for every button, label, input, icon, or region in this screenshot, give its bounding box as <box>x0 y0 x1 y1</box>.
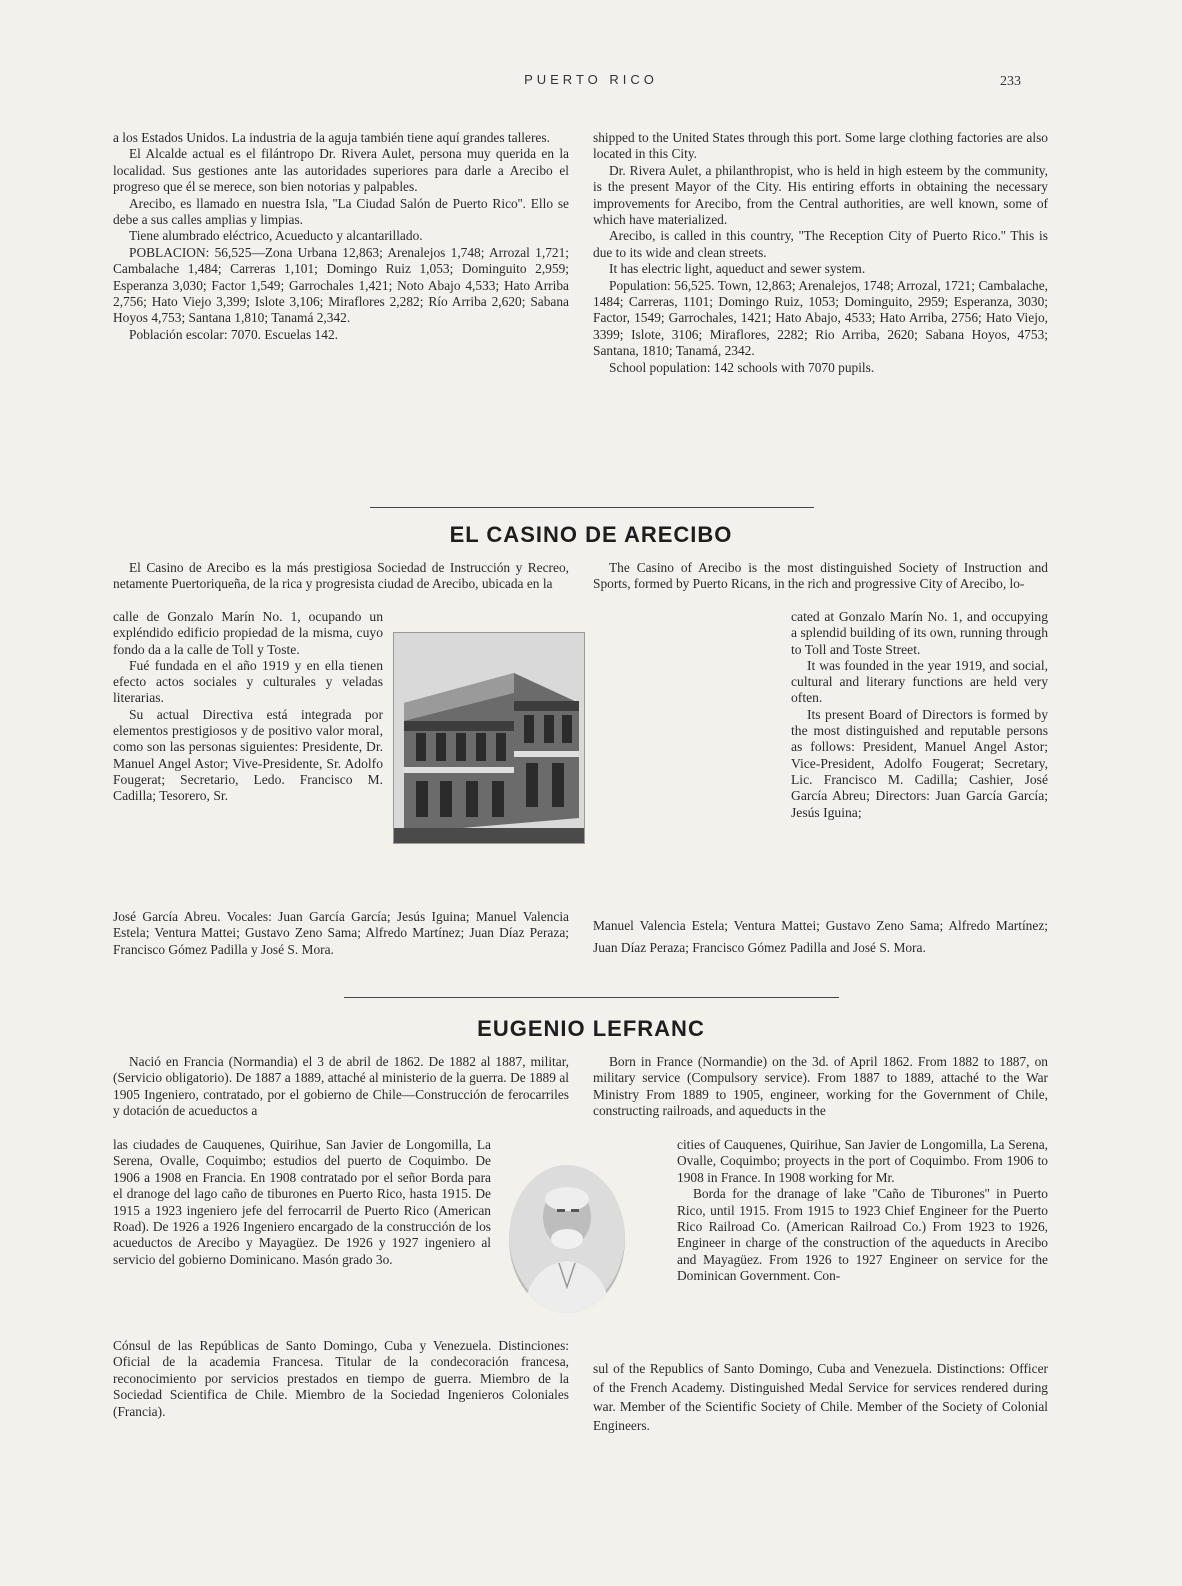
arecibo-english-column <box>593 130 1048 376</box>
section-divider <box>370 507 814 508</box>
paragraph: It has electric light, aqueduct and sewer system. <box>609 261 866 277</box>
lefranc-english-bottom <box>593 1359 1048 1435</box>
paragraph: The Casino of Arecibo is the most distinguished Society of Instruction and Sports, formed by Puerto Ricans, in the rich and progressive City of Arecibo, lo- <box>593 560 1048 592</box>
lefranc-english-intro <box>593 1054 1048 1120</box>
lefranc-heading: EUGENIO LEFRANC <box>477 1016 705 1041</box>
paragraph: las ciudades de Cauquenes, Quirihue, San Javier de Longomilla, La Serena, Ovalle, Coquimbo; estudios del puerto de Coquimbo. De 1906 a 1908 en Francia. En 1908 contratado por el señor Borda para el dranoge del lago caño de tiburones en Puerto Rico, hasta 1915. De 1915 a 1923 ingeniero jefe del ferrocarril de Puerto Rico (American Road). De 1926 a 1926 Ingeniero encargado de la construcción de los acueductos de Arecibo y Mayagüez. De 1926 y 1927 ingeniero al servicio del gobierno Dominicano. Masón grado 3o. <box>113 1137 491 1267</box>
paragraph: Arecibo, es llamado en nuestra Isla, ''La Ciudad Salón de Puerto Rico''. Ello se debe a sus calles amplias y limpias. <box>113 195 569 228</box>
paragraph: Fué fundada en el año 1919 y en ella tienen efecto actos sociales y culturales y veladas literarias. <box>113 657 383 706</box>
section-divider <box>344 997 839 998</box>
paragraph: calle de Gonzalo Marín No. 1, ocupando un expléndido edificio propiedad de la misma, cuyo fondo da a la calle de Toll y Toste. <box>113 609 383 657</box>
casino-spanish-intro <box>113 560 569 593</box>
lefranc-spanish-wrap <box>113 1137 491 1268</box>
paragraph: Population: 56,525. Town, 12,863; Arenalejos, 1748; Arrozal, 1721; Cambalache, 1484; Carreras, 1101; Domingo Ruiz, 1053; Dominguito, 2959; Esperanza, 3030; Factor, 1549; Garrochales, 1421; Hato Abajo, 4533; Hato Arriba, 2756; Hato Viejo, 3399; Islote, 3106; Miraflores, 2282; Rio Arriba, 2620; Sabana Hoyos, 4753; Santana, 1810; Tanamá, 2342. <box>593 277 1048 359</box>
paragraph: Manuel Valencia Estela; Ventura Mattei; Gustavo Zeno Sama; Alfredo Martínez; Juan Díaz Peraza; Francisco Gómez Padilla and José S. Mora. <box>593 918 1048 955</box>
paragraph: Borda for the dranage of lake ''Caño de Tiburones'' in Puerto Rico, until 1915. From 1915 to 1923 Chief Engineer for the Puerto Rico Railroad Co. (American Railroad Co.) From 1923 to 1926, Engineer in charge of the construction of the aqueducts in Arecibo and Mayagüez. From 1926 to 1927 Engineer on service for the Dominican Government. Con- <box>677 1186 1048 1284</box>
casino-english-bottom <box>593 915 1048 959</box>
casino-english-intro <box>593 560 1048 593</box>
casino-building-photo <box>393 632 585 844</box>
arecibo-spanish-column <box>113 130 569 343</box>
lefranc-english-wrap <box>677 1137 1048 1285</box>
paragraph: El Alcalde actual es el filántropo Dr. Rivera Aulet, persona muy querida en la localidad. Sus gestiones ante las autoridades superiores para darle a Arecibo el progreso que él se merece, son bien notorias y palpables. <box>113 146 569 195</box>
running-title: PUERTO RICO <box>524 72 658 87</box>
paragraph: sul of the Republics of Santo Domingo, Cuba and Venezuela. Distinctions: Officer of the French Academy. Distinguished Medal Service for services rendered during war. Member of the Scientific Society of Chile. Member of the Society of Colonial Engineers. <box>593 1361 1048 1433</box>
paragraph: Its present Board of Directors is formed by the most distinguished and reputable persons as follows: President, Manuel Angel Astor; Vice-President, Adolfo Fougerat; Secretary, Lic. Francisco M. Cadilla; Cashier, José García Abreu; Directors: Juan García García; Jesús Iguina; <box>791 706 1048 820</box>
casino-spanish-bottom <box>113 909 569 958</box>
paragraph: Arecibo, is called in this country, ''The Reception City of Puerto Rico.'' This is due to its wide and clean streets. <box>593 228 1048 260</box>
lefranc-spanish-bottom <box>113 1338 569 1420</box>
paragraph: POBLACION: 56,525—Zona Urbana 12,863; Arenalejos 1,748; Arrozal 1,721; Cambalache 1,484; Carreras 1,101; Domingo Ruiz 1,053; Dominguito 2,959; Esperanza 3,030; Factor 1,549; Garrochales 1,421; Noto Abajo 4,533; Hato Arriba 2,756; Hato Viejo 3,399; Islote 3,106; Miraflores 2,282; Río Arriba 2,620; Sabana Hoyos 4,753; Santana 1,810; Tanamá 2,342. <box>113 244 569 326</box>
paragraph: a los Estados Unidos. La industria de la aguja también tiene aquí grandes talleres. <box>113 130 550 145</box>
paragraph: Born in France (Normandie) on the 3d. of April 1862. From 1882 to 1887, on military service (Compulsory service). From 1887 to 1889, attaché to the War Ministry From 1889 to 1905, engineer, working for the Government of Chile, constructing railroads, and aqueducts in the <box>593 1054 1048 1119</box>
paragraph: José García Abreu. Vocales: Juan García García; Jesús Iguina; Manuel Valencia Estela; Ventura Mattei; Gustavo Zeno Sama; Alfredo Martínez; Juan Díaz Peraza; Francisco Gómez Padilla y José S. Mora. <box>113 909 569 957</box>
casino-building-illustration <box>394 633 584 843</box>
paragraph: cities of Cauquenes, Quirihue, San Javier de Longomilla, La Serena, Ovalle, Coquimbo; proyects in the port of Coquimbo. From 1906 to 1908 in France. In 1908 working for Mr. <box>677 1137 1048 1185</box>
paragraph: Su actual Directiva está integrada por elementos prestigiosos y de positivo valor moral, como son las personas siguientes: Presidente, Dr. Manuel Angel Astor; Vive-Presidente, Sr. Adolfo Fougerat; Secretario, Ledo. Francisco M. Cadilla; Tesorero, Sr. <box>113 706 383 804</box>
casino-spanish-wrap <box>113 609 383 805</box>
paragraph: Población escolar: 7070. Escuelas 142. <box>129 326 338 342</box>
paragraph: Cónsul de las Repúblicas de Santo Domingo, Cuba y Venezuela. Distinciones: Oficial de la academia Francesa. Titular de la condecoración francesa, reconocimiento por servicios prestados en tiempo de guerra. Miembro de la Sociedad Scientifica de Chile. Miembro de la Sociedad Ingenieros Coloniales (Francia). <box>113 1338 569 1419</box>
paragraph: It was founded in the year 1919, and social, cultural and literary functions are held very often. <box>791 657 1048 706</box>
paragraph: cated at Gonzalo Marín No. 1, and occupying a splendid building of its own, running through to Toll and Toste Street. <box>791 609 1048 657</box>
paragraph: Nació en Francia (Normandia) el 3 de abril de 1862. De 1882 al 1887, militar, (Servicio obligatorio). De 1887 a 1889, attaché al ministerio de la guerra. De 1889 al 1905 Ingeniero, contratado, por el gobierno de Chile—Construcción de ferocarriles y dotación de acueductos a <box>113 1054 569 1119</box>
paragraph: Tiene alumbrado eléctrico, Acueducto y alcantarillado. <box>129 228 423 244</box>
portrait-illustration <box>509 1165 625 1313</box>
lefranc-spanish-intro <box>113 1054 569 1120</box>
casino-heading: EL CASINO DE ARECIBO <box>449 522 733 547</box>
casino-english-wrap <box>791 609 1048 821</box>
paragraph: shipped to the United States through this port. Some large clothing factories are also located in this City. <box>593 130 1048 162</box>
lefranc-portrait-photo <box>509 1165 625 1313</box>
page-number: 233 <box>1000 74 1021 89</box>
paragraph: School population: 142 schools with 7070 pupils. <box>609 359 875 375</box>
paragraph: Dr. Rivera Aulet, a philanthropist, who is held in high esteem by the community, is the present Mayor of the City. His entiring efforts in obtaining the necessary improvements for Arecibo, from the Central authorities, are well known, some of which have materialized. <box>593 162 1048 228</box>
paragraph: El Casino de Arecibo es la más prestigiosa Sociedad de Instrucción y Recreo, netamente Puertoriqueña, de la rica y progresista ciudad de Arecibo, ubicada en la <box>113 560 569 592</box>
